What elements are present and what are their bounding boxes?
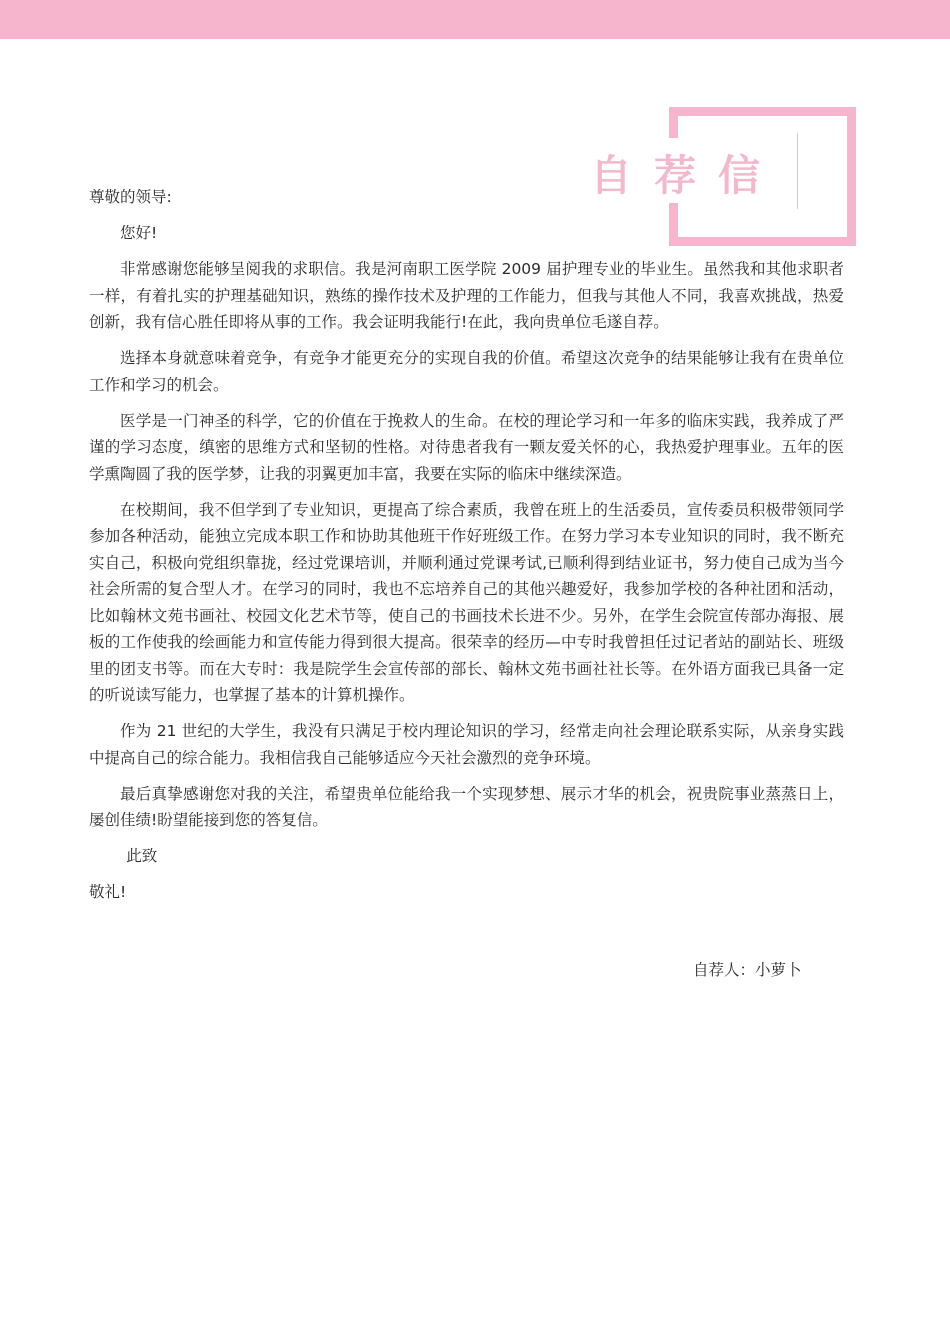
closing-line-1: 此致 [126,847,158,865]
salutation: 尊敬的领导: [89,188,172,206]
letter-body [89,184,844,915]
paragraph-3: 医学是一门神圣的科学，它的价值在于挽救人的生命。在校的理论学习和一年多的临床实践，我养成了严谨的学习态度，缜密的思维方式和坚韧的性格。对待患者我有一颗友爱关怀的心，我热爱护理事业。五年的医学熏陶圆了我的医学梦，让我的羽翼更加丰富，我要在实际的临床中继续深造。 [89,411,844,483]
paragraph-2: 选择本身就意味着竞争，有竞争才能更充分的实现自我的价值。希望这次竞争的结果能够让我有在贵单位工作和学习的机会。 [89,349,844,394]
letter-title: 自荐信 [590,151,783,200]
paragraph-1: 非常感谢您能够呈阅我的求职信。我是河南职工医学院 2009 届护理专业的毕业生。虽然我和其他求职者一样，有着扎实的护理基础知识，熟练的操作技术及护理的工作能力，但我与其他人不同，我喜欢挑战，热爱创新，我有信心胜任即将从事的工作。我会证明我能行!在此，我向贵单位毛遂自荐。 [89,260,844,331]
paragraph-4: 在校期间，我不但学到了专业知识，更提高了综合素质，我曾在班上的生活委员，宣传委员积极带领同学参加各种活动，能独立完成本职工作和协助其他班干作好班级工作。在努力学习本专业知识的同时，我不断充实自己，积极向党组织靠拢，经过党课培训，并顺利通过党课考试,已顺利得到结业证书，努力使自己成为当今社会所需的复合型人才。在学习的同时，我也不忘培养自己的其他兴趣爱好，我参加学校的各种社团和活动，比如翰林文苑书画社、校园文化艺术节等，使自己的书画技术长进不少。另外，在学生会院宣传部办海报、展板的工作使我的绘画能力和宣传能力得到很大提高。很荣幸的经历—中专时我曾担任过记者站的副站长、班级里的团支书等。而在大专时：我是院学生会宣传部的部长、翰林文苑书画社社长等。在外语方面我已具备一定的听说读写能力，也掌握了基本的计算机操作。 [89,500,844,704]
greeting: 您好! [120,224,158,242]
signature: 自荐人：小萝卜 [693,961,802,979]
closing-line-2: 敬礼! [89,883,127,901]
top-color-bar [0,0,950,39]
paragraph-6: 最后真挚感谢您对我的关注，希望贵单位能给我一个实现梦想、展示才华的机会，祝贵院事业蒸蒸日上，屡创佳绩!盼望能接到您的答复信。 [89,784,844,829]
paragraph-5: 作为 21 世纪的大学生，我没有只满足于校内理论知识的学习，经常走向社会理论联系实际，从亲身实践中提高自己的综合能力。我相信我自己能够适应今天社会激烈的竞争环境。 [89,722,844,767]
